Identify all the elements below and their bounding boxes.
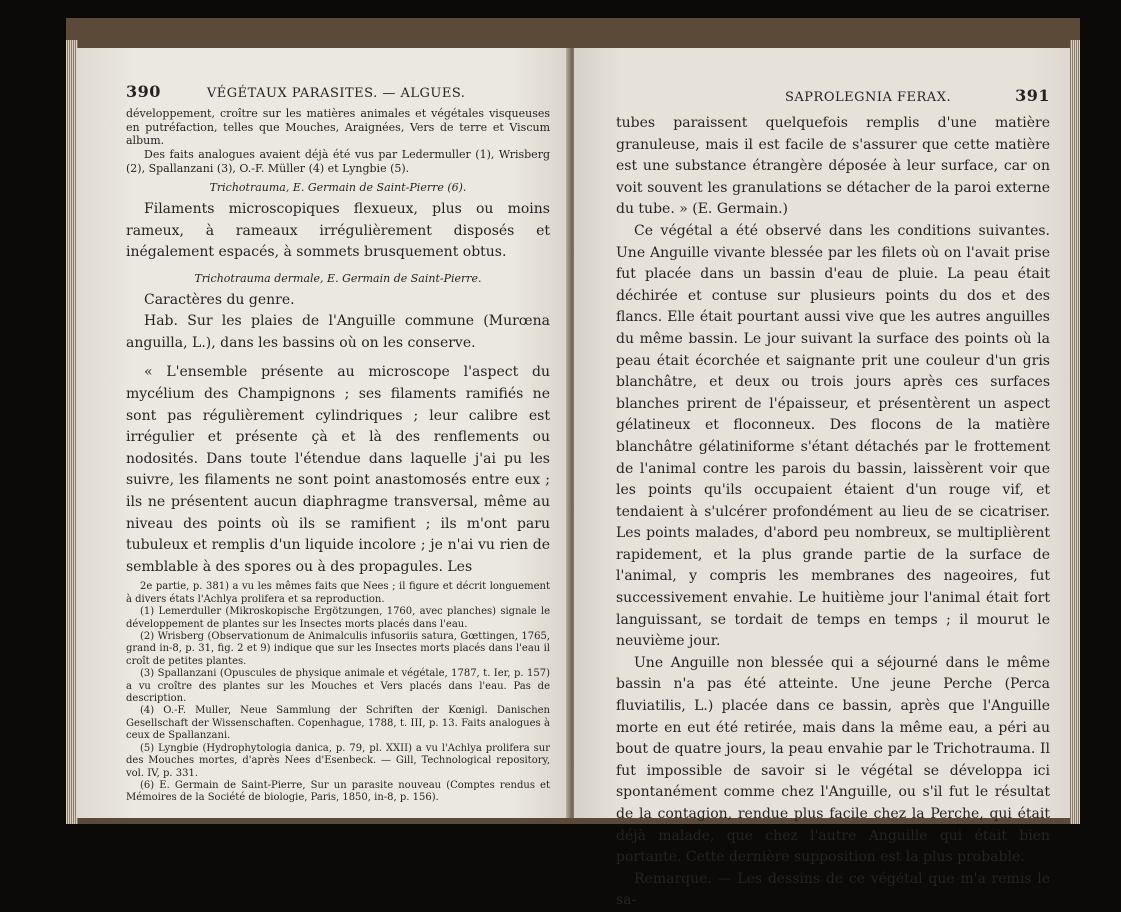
- open-book: [66, 18, 1080, 909]
- footnote: (1) Lemerduller (Mikroskopische Ergötzungen, 1760, avec planches) signale le développement de plantes sur les Insectes morts placés dans l'eau.: [126, 606, 550, 630]
- genus-description: Filaments microscopiques flexueux, plus ou moins rameux, à rameaux irrégulièrement disposés et inégalement espacés, à sommets brusquement obtus.: [126, 201, 550, 261]
- footnote: (4) O.-F. Muller, Neue Sammlung der Schriften der Kœnigl. Danischen Gesellschaft der Wissenschaften. Copenhague, 1788, t. III, p. 13. Faits analogues à ceux de Spallanzani.: [126, 705, 550, 742]
- right-page: [574, 48, 1070, 909]
- footnote: (5) Lyngbie (Hydrophytologia danica, p. 79, pl. XXII) a vu l'Achlya prolifera sur des Mouches mortes, d'après Nees d'Esenbeck. — Gill, Technological repository, vol. IV, p. 331.: [126, 742, 550, 779]
- intro-paragraph: développement, croître sur les matières animales et végétales visqueuses en putréfaction, telles que Mouches, Araignées, Vers de terre et Viscum album.: [126, 107, 550, 148]
- footnotes: [126, 581, 550, 804]
- habitat-paragraph: Hab. Sur les plaies de l'Anguille commune (Murœna anguilla, L.), dans les bassins où on les conserve.: [126, 313, 550, 351]
- body-paragraph: Une Anguille non blessée qui a séjourné dans le même bassin n'a pas été atteinte. Une jeune Perche (Perca fluviatilis, L.) placée dans ce bassin, après que l'Anguille morte en eut été retirée, mais dans la même eau, a péri au bout de quatre jours, la peau envahie par le Trichotrauma. Il fut impossible de savoir si le végétal se développa ici spontanément comme chez l'Anguille, ou s'il fut le résultat de la contagion, rendue plus facile chez la Perche, qui était déjà malade, que chez l'autre Anguille qui était bien portante. Cette dernière supposition est la plus probable.: [616, 654, 1050, 866]
- footnote-continuation: 2e partie, p. 381) a vu les mêmes faits que Nees ; il figure et décrit longuement à divers états l'Achlya prolifera et sa reproduction.: [126, 581, 550, 605]
- genus-heading: Trichotrauma, E. Germain de Saint-Pierre (6).: [209, 180, 467, 194]
- remark-paragraph: Remarque. — Les dessins de ce végétal que m'a remis le sa-: [616, 870, 1050, 909]
- running-title: VÉGÉTAUX PARASITES. — ALGUES.: [206, 86, 466, 101]
- running-title: SAPROLEGNIA FERAX.: [784, 90, 952, 105]
- footnote: (2) Wrisberg (Observationum de Animalculis infusoriis satura, Gœttingen, 1765, grand in-8, p. 31, fig. 2 et 9) indique que sur les Insectes morts placés dans l'eau il croît de petites plantes.: [126, 631, 550, 667]
- left-page: [76, 48, 570, 818]
- footnote: (6) E. Germain de Saint-Pierre, Sur un parasite nouveau (Comptes rendus et Mémoires de la Société de biologie, Paris, 1850, in-8, p. 156).: [126, 779, 550, 804]
- body-paragraph: Ce végétal a été observé dans les conditions suivantes. Une Anguille vivante blessée par les filets où on l'avait prise fut placée dans un bassin d'eau de pluie. La peau était déchirée et contuse sur plusieurs points du dos et des flancs. Elle était pourtant aussi vive que les autres anguilles du même bassin. Le jour suivant la surface des points où la peau était écorchée et saignante prit une couleur d'un gris blanchâtre, et deux ou trois jours après ces surfaces blanches prirent de l'épaisseur, et présentèrent un aspect gélatineux et floconneux. Des flocons de la matière blanchâtre gélatiniforme s'étant détachés par le frottement de l'animal contre les parois du bassin, laissèrent voir que les points qu'ils occupaient étaient d'un rouge vif, et tendaient à s'ulcérer profondément au lieu de se cicatriser. Les points malades, d'abord peu nombreux, se multiplièrent rapidement, et la plus grande partie de la surface de l'animal, y compris les membranes des nageoires, fut successivement envahie. Le huitième jour l'animal était fort languissant, se tordait de temps en temps ; il mourut le neuvième jour.: [616, 222, 1050, 650]
- left-running-head: [126, 82, 550, 101]
- characters-line: Caractères du genre.: [144, 291, 295, 308]
- right-running-head: [616, 86, 1050, 105]
- page-number-391: 391: [1015, 86, 1050, 105]
- historic-paragraph: Des faits analogues avaient déjà été vus par Ledermuller (1), Wrisberg (2), Spallanzani (3), O.-F. Müller (4) et Lyngbie (5).: [126, 148, 550, 175]
- page-edges-right: [1070, 40, 1080, 824]
- footnote: (3) Spallanzani (Opuscules de physique animale et végétale, 1787, t. Ier, p. 157) a vu croître des plantes sur les Mouches et Vers placés dans l'eau. Pas de description.: [126, 668, 550, 705]
- species-heading: Trichotrauma dermale, E. Germain de Saint-Pierre.: [194, 272, 482, 285]
- body-paragraph: tubes paraissent quelquefois remplis d'une matière granuleuse, mais il est facile de s'assurer que cette matière est une substance étrangère déposée à leur surface, car on voit souvent les granulations se détacher de la paroi externe du tube. » (E. Germain.): [616, 115, 1050, 218]
- page-number-390: 390: [126, 82, 161, 101]
- quote-paragraph: « L'ensemble présente au microscope l'aspect du mycélium des Champignons ; ses filaments ramifiés ne sont pas régulièrement cylindriques ; leur calibre est irrégulier et présente çà et là des renflements ou nodosités. Dans toute l'étendue dans laquelle j'ai pu les suivre, les filaments ne sont point anastomosés entre eux ; ils ne présentent aucun diaphragme transversal, même au niveau des points où ils se ramifient ; ils m'ont paru tubuleux et remplis d'un liquide incolore ; je n'ai vu rien de semblable à des spores ou à des propagules. Les: [126, 364, 550, 575]
